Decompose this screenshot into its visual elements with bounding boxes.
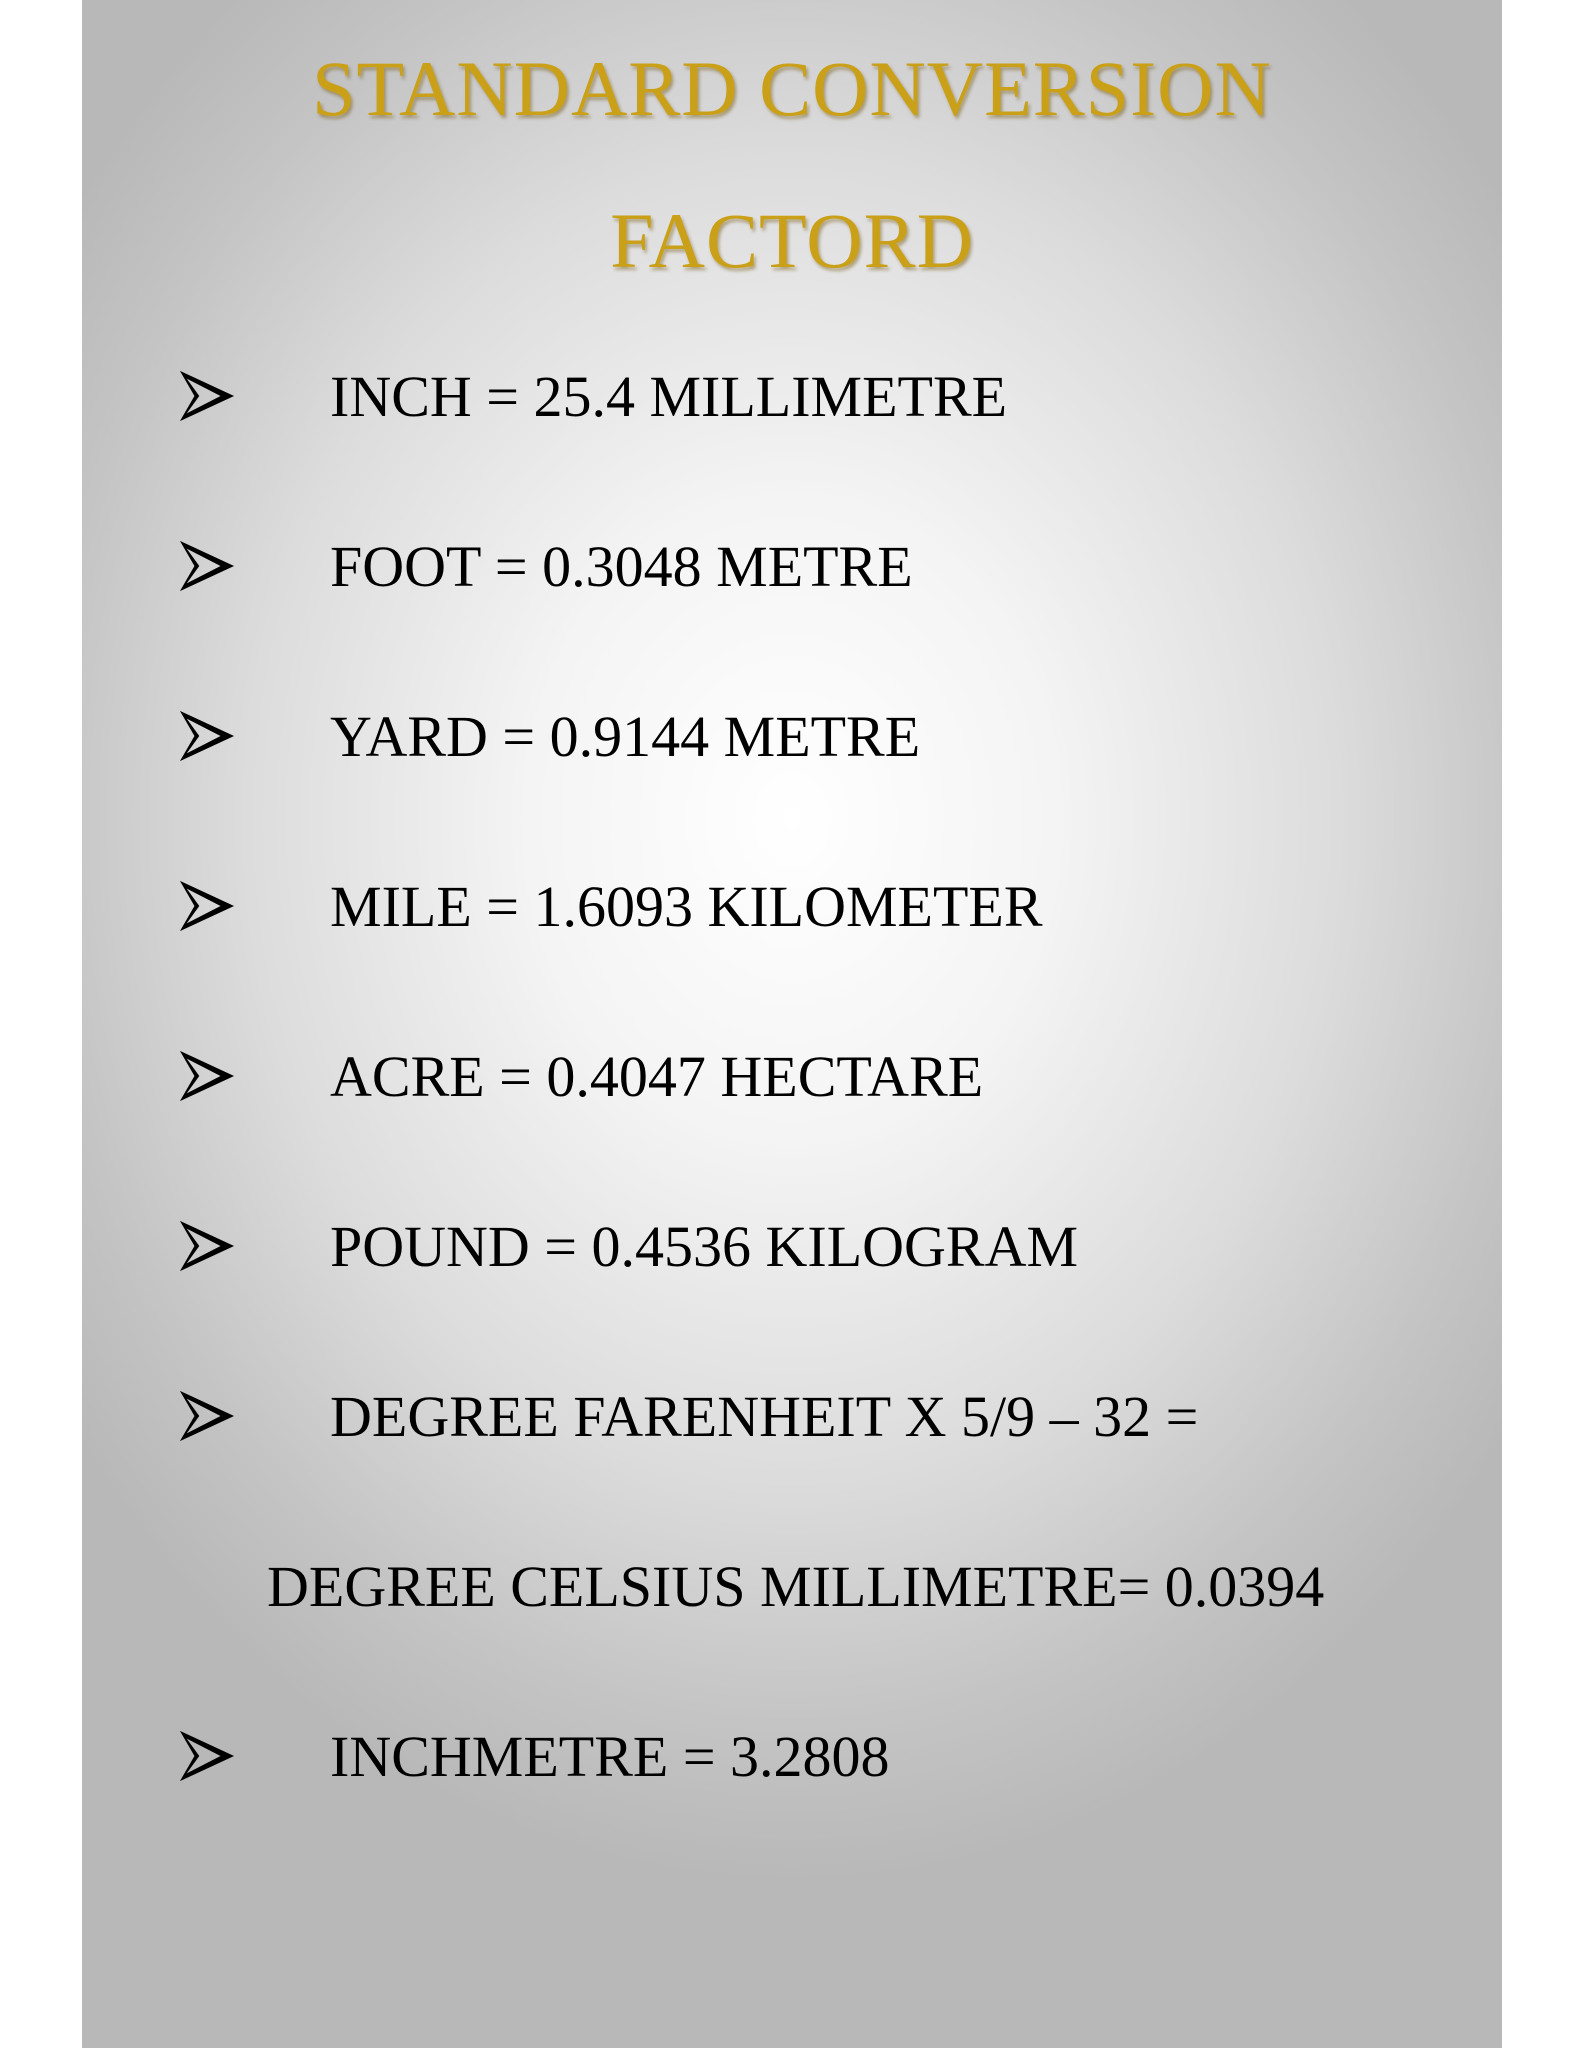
arrowhead-bullet-icon <box>178 367 236 425</box>
arrowhead-bullet-icon <box>178 707 236 765</box>
item-text: INCH = 25.4 MILLIMETRE <box>330 364 1008 429</box>
arrowhead-bullet-icon <box>178 877 236 935</box>
item-text: ACRE = 0.4047 HECTARE <box>330 1044 984 1109</box>
item-text: POUND = 0.4536 KILOGRAM <box>330 1214 1079 1279</box>
arrowhead-bullet-icon <box>178 1727 236 1785</box>
title-line-2: FACTORD <box>610 197 974 284</box>
list-item-foot <box>82 527 1502 617</box>
item-text: DEGREE FARENHEIT X 5/9 – 32 = <box>330 1384 1199 1449</box>
list-item-mile <box>82 867 1502 957</box>
item-text: FOOT = 0.3048 METRE <box>330 534 913 599</box>
arrowhead-bullet-icon <box>178 1047 236 1105</box>
list-item-acre <box>82 1037 1502 1127</box>
list-item-fahrenheit <box>82 1377 1502 1467</box>
list-item-pound <box>82 1207 1502 1297</box>
item-text: MILE = 1.6093 KILOMETER <box>330 874 1043 939</box>
arrowhead-bullet-icon <box>178 1387 236 1445</box>
title-line-1: STANDARD CONVERSION <box>312 45 1272 132</box>
arrowhead-bullet-icon <box>178 1217 236 1275</box>
list-item-inch <box>82 357 1502 447</box>
item-text: YARD = 0.9144 METRE <box>330 704 921 769</box>
list-item-yard <box>82 697 1502 787</box>
list-item-inchmetre <box>82 1717 1502 1807</box>
arrowhead-bullet-icon <box>178 537 236 595</box>
gradient-sheet <box>82 0 1502 2048</box>
item-text: INCHMETRE = 3.2808 <box>330 1724 890 1789</box>
item-continuation-text: DEGREE CELSIUS MILLIMETRE= 0.0394 <box>267 1554 1325 1619</box>
